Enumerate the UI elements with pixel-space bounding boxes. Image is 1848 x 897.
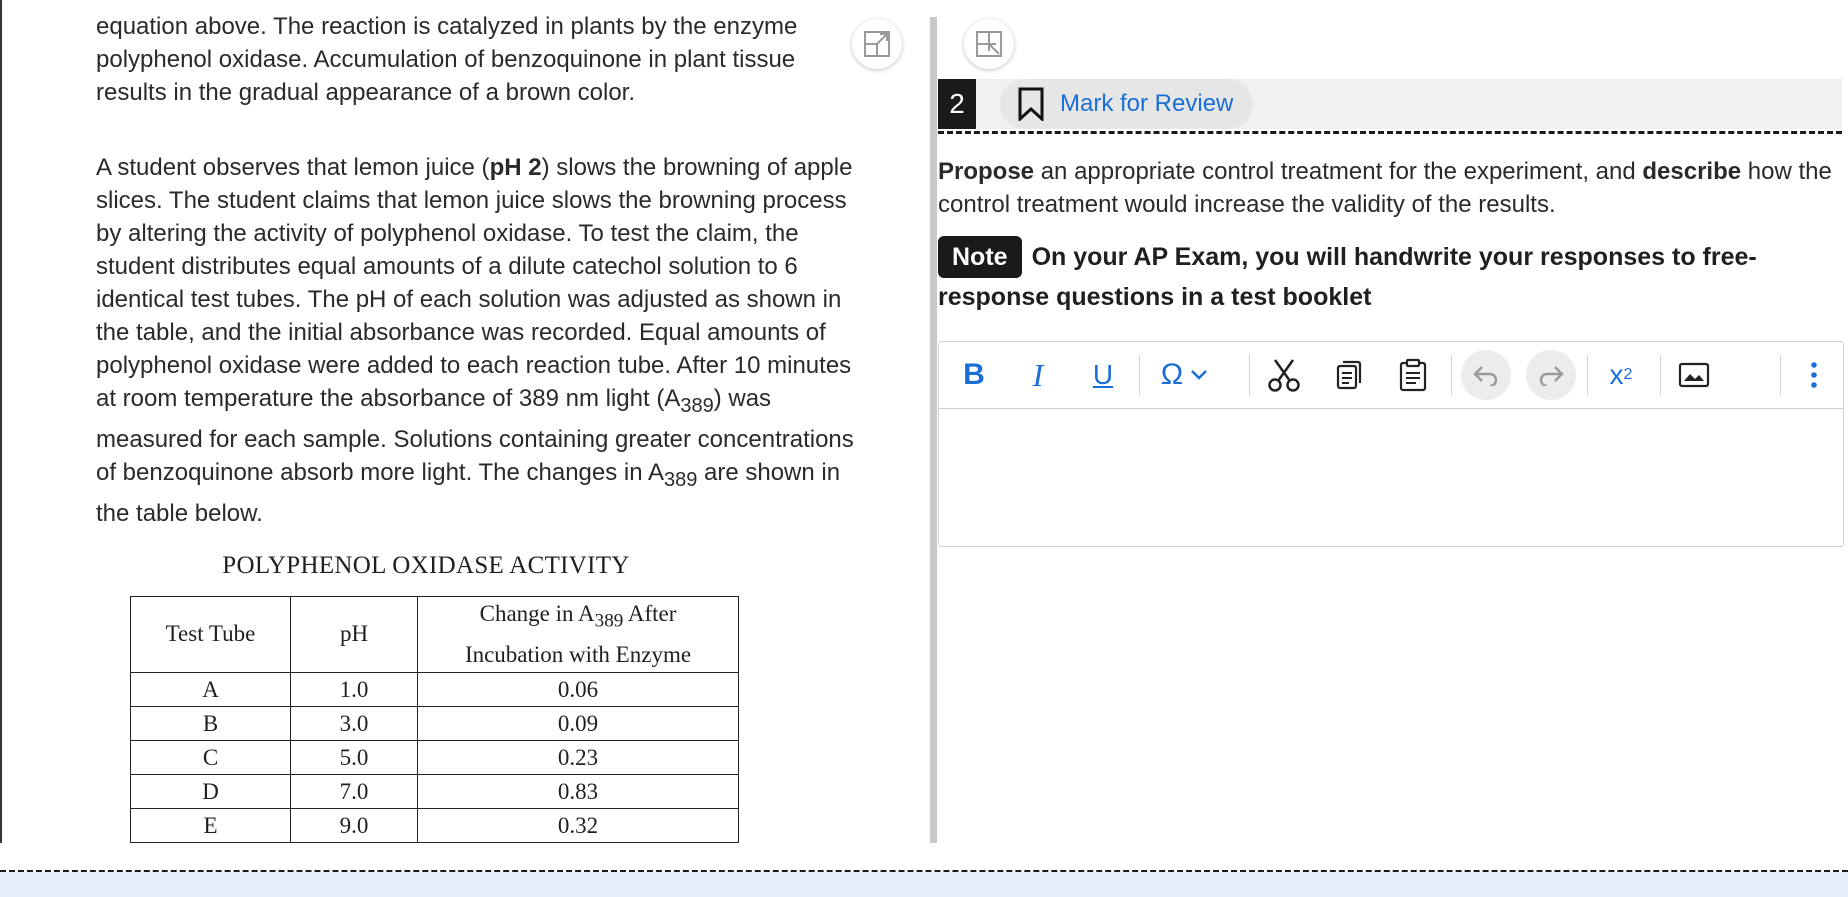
- editor-toolbar: [939, 342, 1843, 409]
- toolbar-separator: [1451, 354, 1452, 396]
- cell-change: 0.32: [418, 809, 739, 843]
- table-header-row: [131, 596, 739, 673]
- table-row: [131, 809, 739, 843]
- mark-for-review-button[interactable]: [1000, 79, 1253, 129]
- toolbar-separator: [1139, 354, 1140, 396]
- collapse-icon: [974, 29, 1004, 59]
- question-number: 2: [938, 79, 976, 129]
- toolbar-separator: [1780, 354, 1781, 396]
- cut-button[interactable]: [1259, 350, 1309, 400]
- paste-button[interactable]: [1388, 350, 1438, 400]
- scissors-icon: [1267, 357, 1301, 393]
- copy-icon: [1334, 358, 1364, 392]
- left-edge-border: [0, 0, 2, 875]
- italic-button[interactable]: I: [1032, 356, 1044, 393]
- cell-change: 0.23: [418, 741, 739, 775]
- cell-change: 0.06: [418, 673, 739, 707]
- chevron-down-icon: [1189, 368, 1209, 382]
- cell-tube: D: [131, 775, 291, 809]
- toolbar-separator: [1660, 354, 1661, 396]
- question-header: [938, 79, 1842, 129]
- bottom-navigation-bar: [0, 872, 1848, 897]
- ph-highlight: pH 2: [489, 154, 542, 181]
- cell-tube: B: [131, 707, 291, 741]
- bold-button[interactable]: B: [963, 358, 985, 391]
- special-characters-button[interactable]: Ω: [1147, 350, 1223, 400]
- cell-change: 0.09: [418, 707, 739, 741]
- response-text-area[interactable]: [939, 409, 1843, 545]
- superscript-button[interactable]: x 2: [1609, 359, 1633, 390]
- passage-paragraph-2: A student observes that lemon juice (pH 2) slows the browning of apple slices. The student claims that lemon juice slows the browning process by altering the activity of polyphenol oxidase. To test the claim, the student distributes equal amounts of a dilute catechol solution to 6 identical test tubes. The pH of each solution was adjusted as shown in the table, and the initial absorbance was recorded. Equal amounts of polyphenol oxidase were added to each reaction tube. After 10 minutes at room temperature the absorbance of 389 nm light $(A_{389})$ was measured for each sample. Solutions containing greater concentrations of benzoquinone absorb more light. The changes in $A_{389}$ are shown in the table below.: [96, 154, 854, 527]
- image-icon: [1678, 361, 1710, 389]
- toolbar-separator: [1587, 354, 1588, 396]
- table-row: [131, 775, 739, 809]
- passage-paragraph-1: equation above. The reaction is catalyzed in plants by the enzyme polyphenol oxidase. Accumulation of benzoquinone in plant tissue results in the gradual appearance of a brown color.: [96, 13, 798, 106]
- table-title: POLYPHENOL OXIDASE ACTIVITY: [222, 551, 630, 579]
- paste-icon: [1397, 357, 1429, 393]
- header-test-tube: Test Tube: [131, 596, 291, 673]
- header-ph: pH: [291, 596, 418, 673]
- cell-tube: E: [131, 809, 291, 843]
- cell-tube: A: [131, 673, 291, 707]
- pane-splitter[interactable]: [930, 17, 937, 843]
- mark-for-review-label: Mark for Review: [1060, 90, 1234, 117]
- cell-ph: 1.0: [291, 673, 418, 707]
- bookmark-icon: [1016, 87, 1046, 121]
- table-row: [131, 707, 739, 741]
- exam-note: [938, 236, 1848, 316]
- insert-image-button[interactable]: [1669, 350, 1719, 400]
- scroll-clip: [0, 843, 920, 872]
- passage-pane: [96, 10, 856, 843]
- activity-table: [130, 596, 739, 844]
- cell-change: 0.83: [418, 775, 739, 809]
- toolbar-separator: [1249, 354, 1250, 396]
- question-prompt: Propose an appropriate control treatment for the experiment, and describe how the control treatment would increase the validity of the results.: [938, 158, 1832, 218]
- note-badge: Note: [938, 236, 1022, 278]
- note-text: On your AP Exam, you will handwrite your responses to free-response questions in a test booklet: [938, 243, 1757, 311]
- cell-ph: 9.0: [291, 809, 418, 843]
- more-options-button[interactable]: [1789, 350, 1839, 400]
- undo-button[interactable]: [1461, 350, 1511, 400]
- expand-left-pane-button[interactable]: [852, 19, 902, 69]
- cell-ph: 3.0: [291, 707, 418, 741]
- undo-icon: [1472, 364, 1500, 386]
- question-divider: [938, 131, 1842, 134]
- cell-ph: 5.0: [291, 741, 418, 775]
- collapse-right-pane-button[interactable]: [964, 19, 1014, 69]
- table-row: [131, 741, 739, 775]
- copy-button[interactable]: [1324, 350, 1374, 400]
- response-editor: [938, 341, 1844, 547]
- redo-icon: [1537, 364, 1565, 386]
- more-vertical-icon: [1810, 360, 1818, 390]
- underline-button[interactable]: U: [1092, 359, 1114, 390]
- expand-icon: [862, 29, 892, 59]
- redo-button[interactable]: [1526, 350, 1576, 400]
- cell-tube: C: [131, 741, 291, 775]
- cell-ph: 7.0: [291, 775, 418, 809]
- table-row: [131, 673, 739, 707]
- header-change: Change in $A_{389}$ After Incubation with Enzyme: [418, 596, 739, 673]
